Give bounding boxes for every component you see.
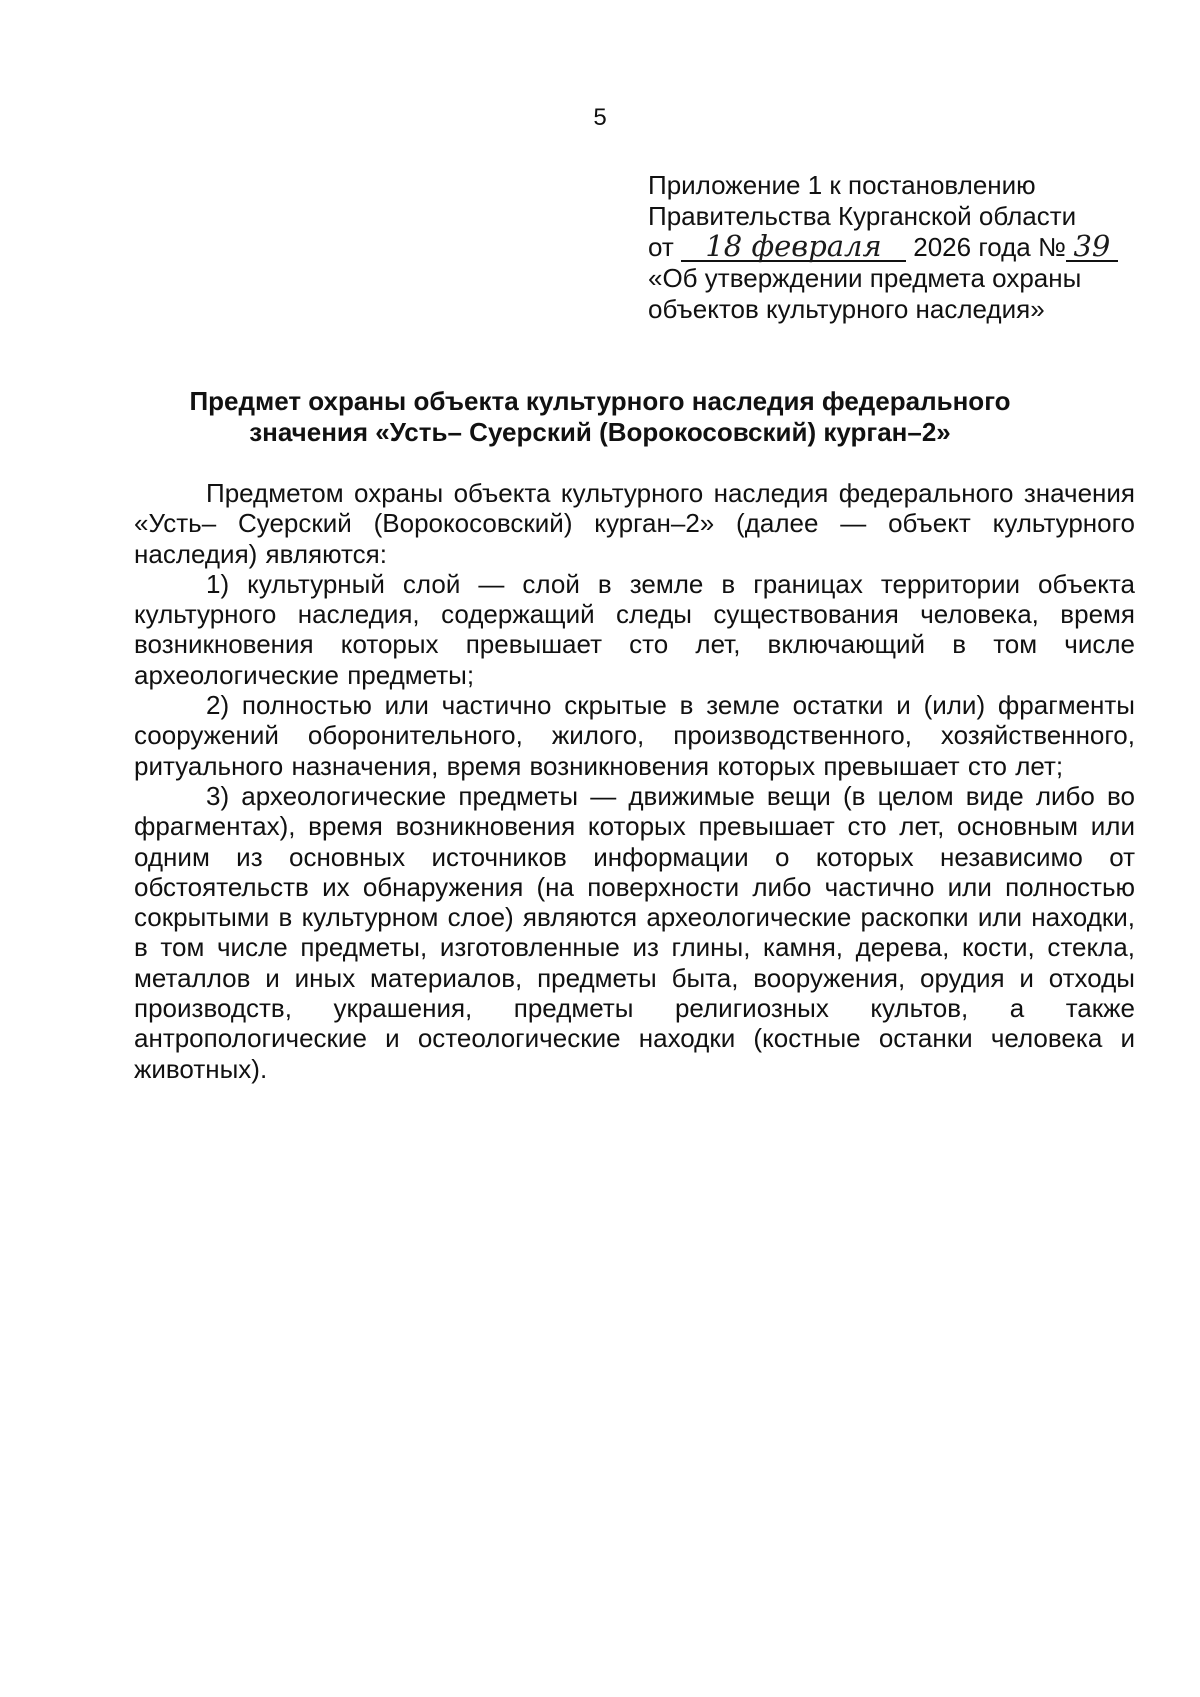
handwritten-date: 18 февраля (681, 232, 906, 262)
title-line-2: значения «Усть– Суерский (Ворокосовский) курган–2» (249, 417, 951, 447)
document-title (150, 386, 1050, 448)
item-3-paragraph: 3) археологические предметы — движимые вещи (в целом виде либо во фрагментах), время возникновения которых превышает сто лет, основным или одним из основных источников информации о которых независимо от обстоятельств их обнаружения (на поверхности либо частично или полностью сокрытыми в культурном слое) являются археологические раскопки или находки, в том числе предметы, изготовленные из глины, камня, дерева, кости, стекла, металлов и иных материалов, предметы быта, вооружения, орудия и отходы производств, украшения, предметы религиозных культов, а также антропологические и остеологические находки (костные останки человека и животных). (134, 780, 1135, 1084)
appendix-date-line (648, 229, 1148, 263)
title-line-1: Предмет охраны объекта культурного наследия федерального (189, 386, 1011, 416)
item-1-paragraph: 1) культурный слой — слой в земле в границах территории объекта культурного наследия, содержащий следы существования человека, время возникновения которых превышает сто лет, включающий в том числе археологические предметы; (134, 568, 1135, 690)
appendix-line-1: Приложение 1 к постановлению (648, 170, 1036, 200)
page-number: 5 (593, 104, 607, 131)
appendix-line-4: «Об утверждении предмета охраны (648, 263, 1082, 293)
handwritten-number: 39 (1066, 232, 1118, 262)
item-2-paragraph: 2) полностью или частично скрытые в земле остатки и (или) фрагменты сооружений оборонительного, жилого, производственного, хозяйственного, ритуального назначения, время возникновения которых превышает сто лет; (134, 690, 1135, 781)
appendix-line-2: Правительства Курганской области (648, 201, 1077, 231)
intro-paragraph: Предметом охраны объекта культурного наследия федерального значения «Усть– Суерский (Ворокосовский) курган–2» (далее — объект культурного наследия) являются: (134, 478, 1135, 569)
date-prefix: от (648, 232, 674, 262)
appendix-line-5: объектов культурного наследия» (648, 294, 1045, 324)
appendix-header (648, 170, 1148, 325)
year-text: 2026 года № (913, 232, 1066, 262)
document-body (134, 478, 1135, 1084)
